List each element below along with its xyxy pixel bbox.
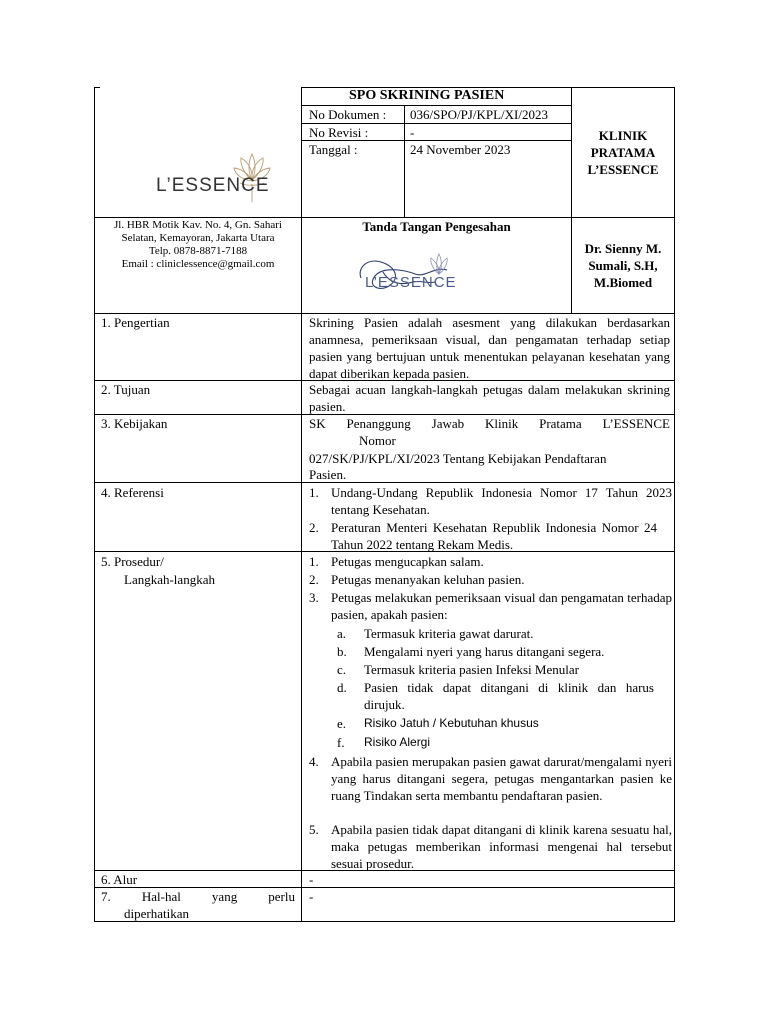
date-value: 24 November 2023 [410, 142, 511, 157]
tujuan-text: Sebagai acuan langkah-langkah petugas dalam melakukan skrining pasien. [309, 382, 670, 414]
kebijakan-line-2: Nomor [359, 433, 396, 448]
signature-title: Tanda Tangan Pengesahan [362, 219, 511, 234]
logo-text: L’ESSENCE [156, 175, 270, 196]
hal-value: - [309, 889, 314, 904]
section-label-prosedur-sub: Langkah-langkah [124, 572, 215, 587]
section-label-referensi: 4. Referensi [101, 485, 164, 500]
logo [150, 150, 290, 205]
section-label-pengertian: 1. Pengertian [101, 315, 170, 330]
section-label-alur: 6. Alur [101, 872, 138, 887]
section-label-hal: 7. Hal-hal yang perlu [101, 889, 295, 904]
section-label-kebijakan: 3. Kebijakan [101, 416, 168, 431]
section-label-tujuan: 2. Tujuan [101, 382, 151, 397]
signature-stamp-text: L’ESSENCE [365, 274, 457, 291]
document-title: SPO SKRINING PASIEN [349, 88, 505, 103]
signature-image [355, 252, 465, 300]
pengertian-text: Skrining Pasien adalah asesment yang dilakukan berdasarkan anamnesa, pemeriksaan visual, dan pengamatan terhadap setiap pasien yang bertujuan untuk menentukan pelayanan kesehatan yang dapat diberikan kepada pasien. [309, 315, 670, 381]
alur-value: - [309, 872, 314, 887]
revision-label: No Revisi : [309, 125, 369, 140]
revision-value: - [410, 125, 415, 140]
kebijakan-line-3: 027/SK/PJ/KPL/XI/2023 Tentang Kebijakan Pendaftaran [309, 451, 607, 466]
kebijakan-line-4: Pasien. [309, 467, 347, 482]
section-label-prosedur: 5. Prosedur/ [101, 554, 164, 569]
section-label-hal-sub: diperhatikan [124, 906, 189, 921]
date-label: Tanggal : [309, 142, 358, 157]
doc-number-label: No Dokumen : [309, 107, 387, 122]
doc-number-value: 036/SPO/PJ/KPL/XI/2023 [410, 107, 548, 122]
kebijakan-line-1: SK Penanggung Jawab Klinik Pratama L’ESSENCE [309, 416, 670, 431]
